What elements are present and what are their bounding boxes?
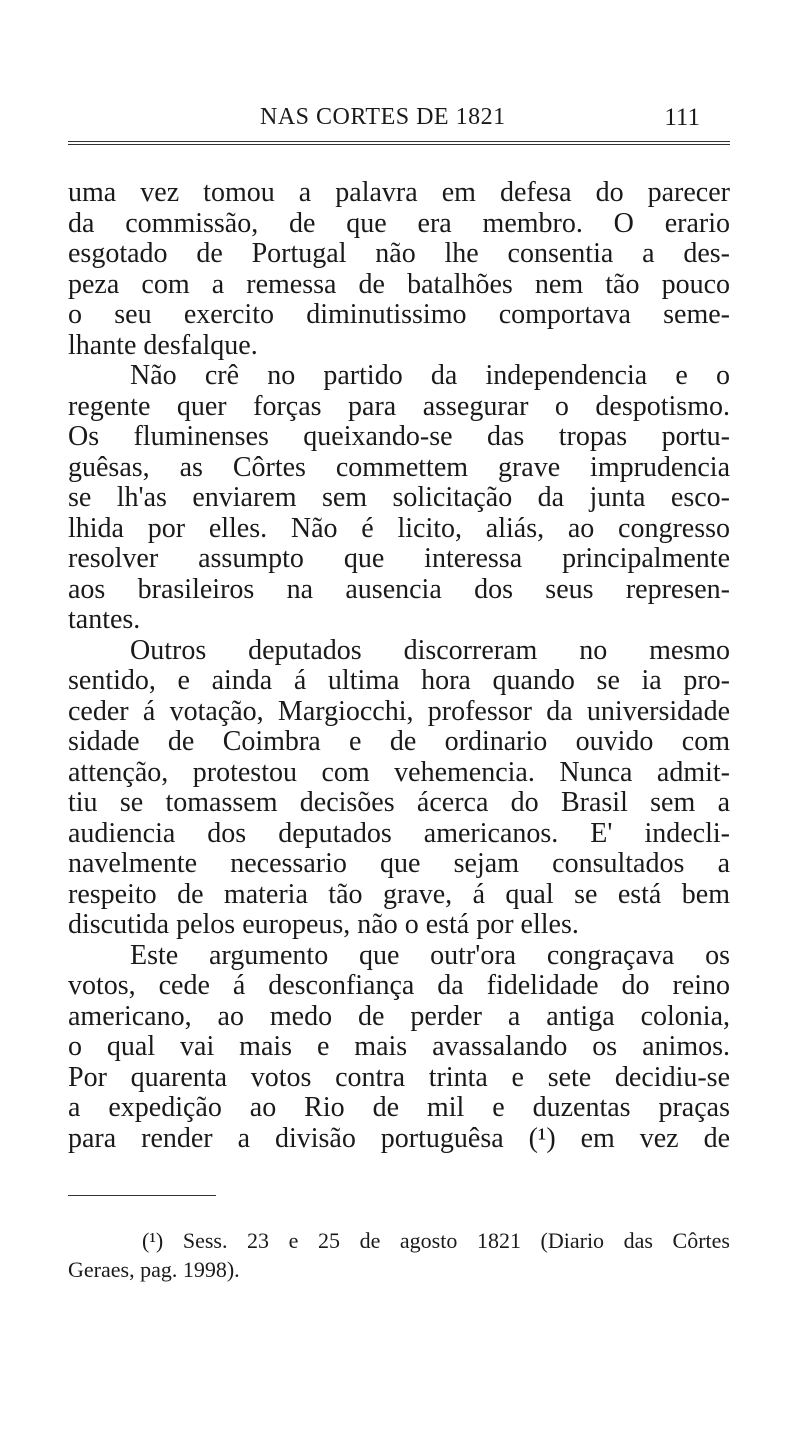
text-line: tantes. [68,605,141,635]
text-line: resolver assumpto que interessa principalmente [68,544,730,574]
footnote-line: Geraes, pag. 1998). [68,1257,240,1282]
text-line: aos brasileiros na ausencia dos seus represen- [68,574,730,605]
footnote [68,1226,730,1284]
paragraph-start-line: Não crê no partido da independencia e o [130,361,730,391]
text-line: peza com a remessa de batalhões nem tão pouco [68,269,730,300]
text-line: navelmente necessario que sejam consultados a [68,849,730,879]
text-line: uma vez tomou a palavra em defesa do parecer [68,178,730,208]
text-line: sidade de Coimbra e de ordinario ouvido com [68,727,730,757]
text-line: discutida pelos europeus, não o está por elles. [68,910,579,940]
text-line: o seu exercito diminutissimo comportava seme- [68,300,730,330]
text-line: regente quer forças para assegurar o despotismo. [68,391,730,422]
text-line: esgotado de Portugal não lhe consentia a des- [68,239,730,269]
header-rule [68,141,730,145]
text-line: o qual vai mais e mais avassalando os animos. [68,1032,730,1062]
paragraph-start-line: Outros deputados discorreram no mesmo [130,635,730,666]
text-line: americano, ao medo de perder a antiga colonia, [68,1001,730,1032]
text-line: se lh'as enviarem sem solicitação da junta esco- [68,483,730,513]
text-line: respeito de materia tão grave, á qual se está bem [68,879,730,910]
text-line: lhante desfalque. [68,330,258,361]
text-line: da commissão, de que era membro. O erario [68,208,730,239]
page-number: 111 [664,104,700,131]
text-line: Por quarenta votos contra trinta e sete decidiu-se [68,1062,730,1093]
text-line: ceder á votação, Margiocchi, professor da universidade [68,696,730,727]
running-head [68,104,730,138]
text-line: guêsas, as Côrtes commettem grave imprudencia [68,452,730,483]
body-text [68,178,730,1154]
text-line: votos, cede á desconfiança da fidelidade do reino [68,971,730,1001]
text-line: attenção, protestou com vehemencia. Nunca admit- [68,757,730,788]
text-line: Os fluminenses queixando-se das tropas portu- [68,422,730,452]
text-line: lhida por elles. Não é licito, aliás, ao congresso [68,513,730,544]
running-title: NAS CORTES DE 1821 [260,104,506,130]
paragraph-start-line: Este argumento que outr'ora congraçava os [130,940,730,971]
text-line: audiencia dos deputados americanos. E' indecli- [68,818,730,849]
text-line: sentido, e ainda á ultima hora quando se ia pro- [68,666,730,696]
text-line: para render a divisão portuguêsa (¹) em vez de [68,1123,730,1154]
text-line: a expedição ao Rio de mil e duzentas praças [68,1093,730,1123]
footnote-line: (¹) Sess. 23 e 25 de agosto 1821 (Diario das Côrtes [142,1228,730,1253]
footnote-rule [68,1195,216,1196]
text-line: tiu se tomassem decisões ácerca do Brasil sem a [68,788,730,818]
